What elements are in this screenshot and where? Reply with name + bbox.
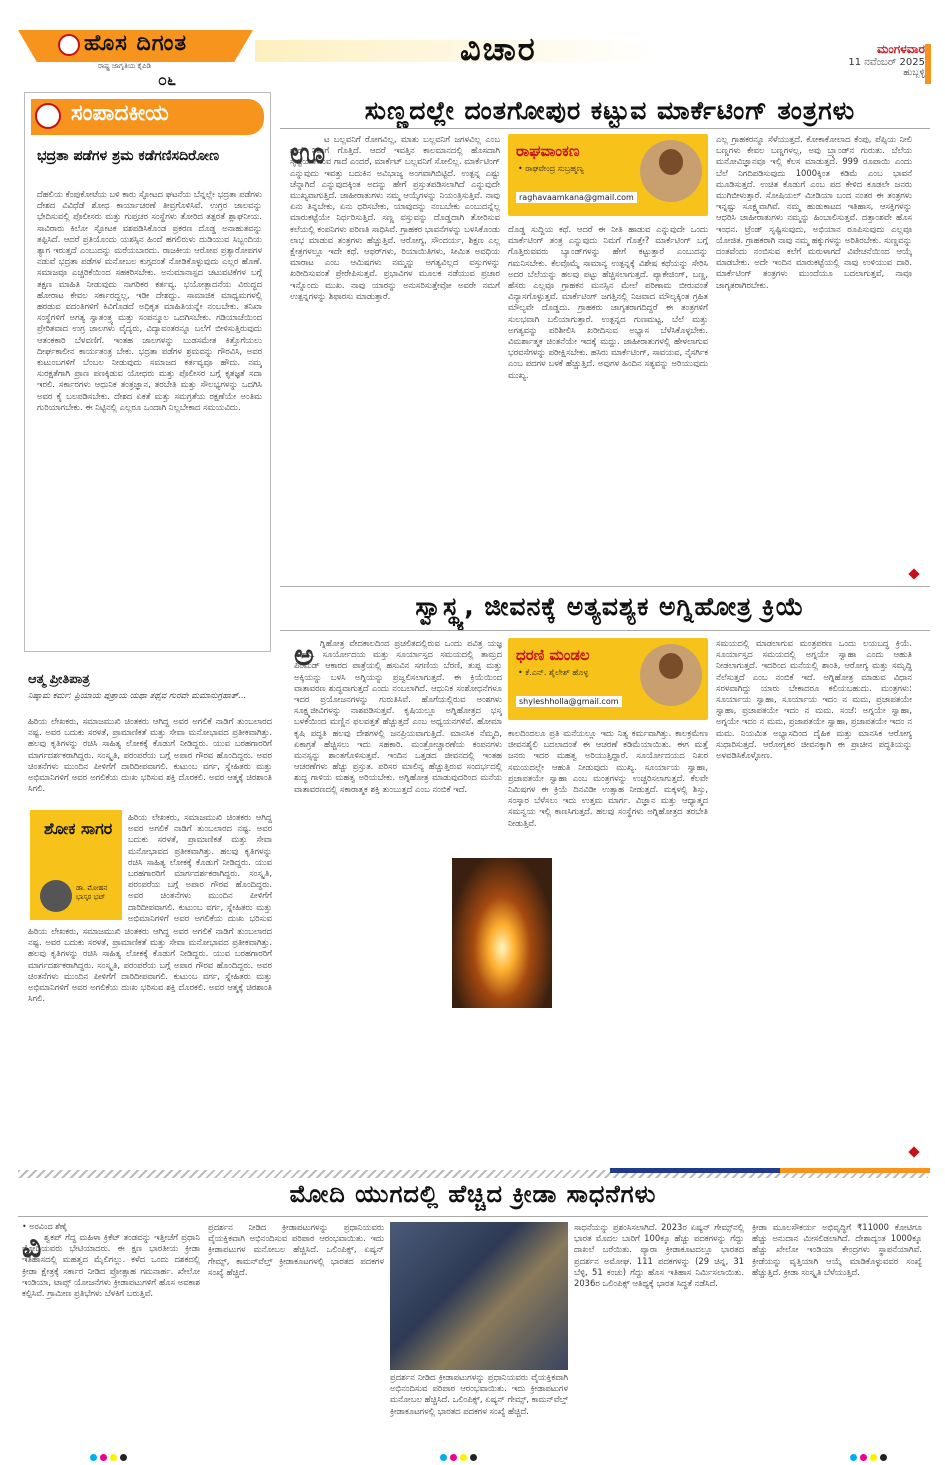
article3-dropcap: ವಿ [22, 1230, 42, 1265]
article3-col2b: ಪ್ರದರ್ಶನ ನೀಡಿದ ಕ್ರೀಡಾಪಟುಗಳನ್ನು ಪ್ರಧಾನಿಯವರು ವೈಯಕ್ತಿಕವಾಗಿ ಅಭಿನಂದಿಸುವ ಪರಿಪಾಠ ಆರಂಭವಾಯಿತು. ಇದು ಕ್ರೀಡಾಪಟುಗಳ ಮನೋಬಲ ಹೆಚ್ಚಿಸಿದೆ. ಒಲಿಂಪಿಕ್ಸ್, ಏಷ್ಯನ್ ಗೇಮ್ಸ್, ಕಾಮನ್‌ವೆಲ್ತ್ ಕ್ರೀಡಾಕೂಟಗಳಲ್ಲಿ ಭಾರತದ ಪದಕಗಳ ಸಂಖ್ಯೆ ಹೆಚ್ಚಿದೆ. [390, 1372, 568, 1416]
column-name: ಧರಣಿ ಮಂಡಲ [516, 646, 590, 664]
issue-day: ಮಂಗಳವಾರ [876, 42, 925, 56]
section-title: ವಿಚಾರ [460, 30, 537, 68]
print-registration-marks [440, 1446, 480, 1465]
article3-col2: ಪ್ರದರ್ಶನ ನೀಡಿದ ಕ್ರೀಡಾಪಟುಗಳನ್ನು ಪ್ರಧಾನಿಯವರು ವೈಯಕ್ತಿಕವಾಗಿ ಅಭಿನಂದಿಸುವ ಪರಿಪಾಠ ಆರಂಭವಾಯಿತು. ಇದು ಕ್ರೀಡಾಪಟುಗಳ ಮನೋಬಲ ಹೆಚ್ಚಿಸಿದೆ. ಒಲಿಂಪಿಕ್ಸ್, ಏಷ್ಯನ್ ಗೇಮ್ಸ್, ಕಾಮನ್‌ವೆಲ್ತ್ ಕ್ರೀಡಾಕೂಟಗಳಲ್ಲಿ ಭಾರತದ ಪದಕಗಳ ಸಂಖ್ಯೆ ಹೆಚ್ಚಿದೆ. [208, 1222, 384, 1277]
header-accent [925, 44, 931, 84]
divider [18, 1216, 928, 1217]
divider [280, 128, 930, 129]
page-number: ೦೬ [158, 70, 176, 89]
article3-col1: ಶ್ವಕಪ್ ಗೆದ್ದ ಮಹಿಳಾ ಕ್ರಿಕೆಟ್ ತಂಡವನ್ನು ಇತ್ತೀಚೆಗೆ ಪ್ರಧಾನಿ ಮೋದಿಯವರು ಭೇಟಿಯಾದರು. ಈ ಕ್ಷಣ ಭಾರತೀಯ ಕ್ರೀಡಾ ಇತಿಹಾಸದಲ್ಲಿ ಮಹತ್ವದ ಮೈಲಿಗಲ್ಲು. ಕಳೆದ ಒಂದು ದಶಕದಲ್ಲಿ ಕ್ರೀಡಾ ಕ್ಷೇತ್ರಕ್ಕೆ ಸರ್ಕಾರ ನೀಡಿದ ಪ್ರೋತ್ಸಾಹ ಗಮನಾರ್ಹ. ಖೇಲೋ ಇಂಡಿಯಾ, ಟಾಪ್ಸ್ ಯೋಜನೆಗಳು ಕ್ರೀಡಾಪಟುಗಳಿಗೆ ಹೊಸ ಅವಕಾಶ ಕಲ್ಪಿಸಿವೆ. ಗ್ರಾಮೀಣ ಪ್ರತಿಭೆಗಳು ಬೆಳಕಿಗೆ ಬರುತ್ತಿವೆ. [22, 1232, 200, 1299]
deceased-photo [40, 880, 72, 912]
column-name: ರಾಘವಾಂಕಣ [516, 142, 580, 160]
editorial-body: ದೆಹಲಿಯ ಕೆಂಪುಕೋಟೆಯ ಬಳಿ ಕಾರು ಸ್ಫೋಟದ ಘಟನೆಯ ಬೆನ್ನಲ್ಲೇ ಭದ್ರತಾ ಪಡೆಗಳು ದೇಶದ ವಿವಿಧೆಡೆ ಶೋಧ ಕಾರ್ಯಾಚರಣೆ ತೀವ್ರಗೊಳಿಸಿವೆ. ಉಗ್ರರ ಜಾಲವನ್ನು ಭೇದಿಸುವಲ್ಲಿ ಪೊಲೀಸರು ಮತ್ತು ಗುಪ್ತಚರ ಸಂಸ್ಥೆಗಳು ತೋರಿದ ತತ್ಪರತೆ ಶ್ಲಾಘನೀಯ. ಸಾವಿರಾರು ಕಿಲೋ ಸ್ಫೋಟಕ ವಶಪಡಿಸಿಕೊಂಡ ಪ್ರಕರಣ ದೊಡ್ಡ ಅನಾಹುತವನ್ನು ತಪ್ಪಿಸಿದೆ. ಆದರೆ ಪ್ರತಿಯೊಂದು ಯಶಸ್ಸಿನ ಹಿಂದೆ ಹಗಲಿರುಳು ದುಡಿಯುವ ಸಿಬ್ಬಂದಿಯ ತ್ಯಾಗ ಇರುತ್ತದೆ ಎಂಬುದನ್ನು ಮರೆಯಬಾರದು. ರಾಜಕೀಯ ಆರೋಪ ಪ್ರತ್ಯಾರೋಪಗಳ ನಡುವೆ ಭದ್ರತಾ ಪಡೆಗಳ ಮನೋಬಲ ಕುಗ್ಗದಂತೆ ನೋಡಿಕೊಳ್ಳುವುದು ಎಲ್ಲರ ಹೊಣೆ. ಸಮಾಜವೂ ಎಚ್ಚರಿಕೆಯಿಂದ ಸಹಕರಿಸಬೇಕು. ಅನುಮಾನಾಸ್ಪದ ಚಟುವಟಿಕೆಗಳ ಬಗ್ಗೆ ತಕ್ಷಣ ಮಾಹಿತಿ ನೀಡುವುದು ನಾಗರಿಕರ ಕರ್ತವ್ಯ. ಭಯೋತ್ಪಾದನೆಯ ವಿರುದ್ಧದ ಹೋರಾಟ ಕೇವಲ ಸರ್ಕಾರದ್ದಲ್ಲ, ಇಡೀ ದೇಶದ್ದು. ಸಾಮಾಜಿಕ ಮಾಧ್ಯಮಗಳಲ್ಲಿ ಹರಡುವ ವದಂತಿಗಳಿಗೆ ಕಿವಿಗೊಡದೆ ಅಧಿಕೃತ ಮಾಹಿತಿಯನ್ನೇ ನಂಬಬೇಕು. ತನಿಖಾ ಸಂಸ್ಥೆಗಳಿಗೆ ಅಗತ್ಯ ಸ್ವಾತಂತ್ರ್ಯ ಮತ್ತು ಸಂಪನ್ಮೂಲ ಒದಗಿಸಬೇಕು. ಗಡಿಯಾಚೆಯಿಂದ ಪ್ರೇರಿತವಾದ ಉಗ್ರ ಜಾಲಗಳು ವೈದ್ಯರು, ವಿದ್ಯಾವಂತರನ್ನೂ ಬಲೆಗೆ ಬೀಳಿಸುತ್ತಿರುವುದು ಆತಂಕಕಾರಿ ಬೆಳವಣಿಗೆ. ಇಂತಹ ಜಾಲಗಳನ್ನು ಬುಡಸಮೇತ ಕಿತ್ತೊಗೆಯಲು ದೀರ್ಘಕಾಲೀನ ಕಾರ್ಯತಂತ್ರ ಬೇಕು. ಭದ್ರತಾ ಪಡೆಗಳ ಶ್ರಮವನ್ನು ಗೌರವಿಸಿ, ಅವರ ಕುಟುಂಬಗಳಿಗೆ ಬೆಂಬಲ ನೀಡುವುದು ಸಮಾಜದ ಕರ್ತವ್ಯವೂ ಹೌದು. ನಮ್ಮ ಸುರಕ್ಷತೆಗಾಗಿ ಪ್ರಾಣ ಪಣಕ್ಕಿಡುವ ಯೋಧರು ಮತ್ತು ಪೊಲೀಸರ ಬಗ್ಗೆ ಕೃತಜ್ಞತೆ ಸದಾ ಇರಲಿ. ಸರ್ಕಾರಗಳು ಆಧುನಿಕ ತಂತ್ರಜ್ಞಾನ, ತರಬೇತಿ ಮತ್ತು ಸೌಲಭ್ಯಗಳನ್ನು ಒದಗಿಸಿ ಅವರ ಕೈ ಬಲಪಡಿಸಬೇಕು. ದೇಶದ ಏಕತೆ ಮತ್ತು ಸಮಗ್ರತೆಯ ರಕ್ಷಣೆಯೇ ಅಂತಿಮ ಗುರಿಯಾಗಬೇಕು. ಈ ನಿಟ್ಟಿನಲ್ಲಿ ಎಲ್ಲರೂ ಒಂದಾಗಿ ನಿಲ್ಲಬೇಕಾದ ಸಮಯವಿದು. [37, 189, 262, 412]
masthead [18, 30, 253, 88]
article1-col1: ಟ ಬಲ್ಲವನಿಗೆ ರೋಗವಿಲ್ಲ, ಮಾತು ಬಲ್ಲವನಿಗೆ ಜಗಳವಿಲ್ಲ ಎಂಬ ಗಾದೆ ನಿಮಗೆ ಗೊತ್ತಿದೆ. ಆದರೆ ಇವತ್ತಿನ ಕಾಲಮಾನದಲ್ಲಿ ಹೊಸದಾಗಿ ಸೃಷ್ಟಿಯಾಗಿರುವ ಗಾದೆ ಎಂದರೆ, ಮಾರ್ಕೆಟ್ ಬಲ್ಲವನಿಗೆ ಸೋಲಿಲ್ಲ. ಮಾರ್ಕೆಟಿಂಗ್ ಎನ್ನುವುದು ಇವತ್ತು ಬದುಕಿನ ಅವಿಭಾಜ್ಯ ಅಂಗವಾಗಿಬಿಟ್ಟಿದೆ. ಉತ್ಪನ್ನ ಎಷ್ಟು ಚೆನ್ನಾಗಿದೆ ಎನ್ನುವುದಕ್ಕಿಂತ ಅದನ್ನು ಹೇಗೆ ಪ್ರಸ್ತುತಪಡಿಸಲಾಗಿದೆ ಎನ್ನುವುದೇ ಮುಖ್ಯವಾಗುತ್ತಿದೆ. ಜಾಹೀರಾತುಗಳು ನಮ್ಮ ಆಯ್ಕೆಗಳನ್ನು ನಿಯಂತ್ರಿಸುತ್ತಿವೆ. ನಾವು ಏನು ತಿನ್ನಬೇಕು, ಏನು ಧರಿಸಬೇಕು, ಯಾವುದನ್ನು ನಂಬಬೇಕು ಎಂಬುದನ್ನೆಲ್ಲ ಮಾರುಕಟ್ಟೆಯೇ ನಿರ್ಧರಿಸುತ್ತಿದೆ. ಸಣ್ಣ ವಸ್ತುವನ್ನು ದೊಡ್ಡದಾಗಿ ತೋರಿಸುವ ಕಲೆಯಲ್ಲಿ ಕಂಪನಿಗಳು ಪರಿಣತಿ ಸಾಧಿಸಿವೆ. ಗ್ರಾಹಕರ ಭಾವನೆಗಳನ್ನು ಬಳಸಿಕೊಂಡು ಲಾಭ ಮಾಡುವ ತಂತ್ರಗಳು ಹೆಚ್ಚುತ್ತಿವೆ. ಆರೋಗ್ಯ, ಸೌಂದರ್ಯ, ಶಿಕ್ಷಣ ಎಲ್ಲ ಕ್ಷೇತ್ರಗಳಲ್ಲೂ ಇದೇ ಕಥೆ. ಆಫರ್‌ಗಳು, ರಿಯಾಯಿತಿಗಳು, ಸೀಮಿತ ಅವಧಿಯ ಮಾರಾಟ ಎಂಬ ಆಮಿಷಗಳು ನಮ್ಮನ್ನು ಅಗತ್ಯವಿಲ್ಲದ ವಸ್ತುಗಳನ್ನು ಖರೀದಿಸುವಂತೆ ಪ್ರೇರೇಪಿಸುತ್ತವೆ. ಪ್ರಭಾವಿಗಳ ಮೂಲಕ ನಡೆಯುವ ಪ್ರಚಾರ ಇನ್ನೊಂದು ಮುಖ. ನಾವು ಯಾರನ್ನು ಅನುಸರಿಸುತ್ತೇವೋ ಅವರೇ ನಮಗೆ ಉತ್ಪನ್ನಗಳನ್ನು ಶಿಫಾರಸು ಮಾಡುತ್ತಾರೆ. [290, 134, 500, 301]
stripe-accent [610, 1168, 780, 1173]
article3-author: • ಅರವಿಂದ ಶೆಣೈ [22, 1222, 68, 1231]
editorial-logo-icon [35, 103, 61, 129]
print-registration-marks [90, 1446, 130, 1465]
brand-tagline: ರಾಷ್ಟ್ರ ಜಾಗೃತಿಯ ಕೈಪಿಡಿ [98, 62, 152, 70]
obituary-quote: ನಿಷ್ಕಾಮ ಕರ್ಮ: ಪ್ರಿಯಾಯ ಪುತ್ರಾಯ ಯಥಾ ತಥೈವ ಗುರವೇ ಮಮಾನುಗ್ರಹಾತ್... [28, 690, 247, 700]
author-email: shyleshholla@gmail.com [516, 696, 622, 707]
author-name: • ಕೆ.ಎನ್. ಶೈಲೇಶ್ ಹೊಳ್ಳ [518, 668, 589, 677]
editorial-heading: ಸಂಪಾದಕೀಯ [71, 101, 169, 126]
obituary-body-side: ಹಿರಿಯ ಲೇಖಕರು, ಸಮಾಜಮುಖಿ ಚಿಂತಕರು ಆಗಿದ್ದ ಅವರ ಅಗಲಿಕೆ ನಾಡಿಗೆ ತುಂಬಲಾರದ ನಷ್ಟ. ಅವರ ಬದುಕು ಸರಳತೆ, ಪ್ರಾಮಾಣಿಕತೆ ಮತ್ತು ಸೇವಾ ಮನೋಭಾವದ ಪ್ರತೀಕವಾಗಿತ್ತು. ಹಲವು ಕೃತಿಗಳನ್ನು ರಚಿಸಿ ಸಾಹಿತ್ಯ ಲೋಕಕ್ಕೆ ಕೊಡುಗೆ ನೀಡಿದ್ದರು. ಯುವ ಬರಹಗಾರರಿಗೆ ಮಾರ್ಗದರ್ಶಕರಾಗಿದ್ದರು. ಸಂಸ್ಕೃತಿ, ಪರಂಪರೆಯ ಬಗ್ಗೆ ಅಪಾರ ಗೌರವ ಹೊಂದಿದ್ದರು. ಅವರ ಚಿಂತನೆಗಳು ಮುಂದಿನ ಪೀಳಿಗೆಗೆ ದಾರಿದೀಪವಾಗಲಿ. ಕುಟುಂಬ ವರ್ಗ, ಸ್ನೇಹಿತರು ಮತ್ತು ಅಭಿಮಾನಿಗಳಿಗೆ ಅವರ ಅಗಲಿಕೆಯ ದುಃಖ ಭರಿಸುವ [128, 812, 272, 922]
article2-dropcap: ಅ [294, 638, 314, 673]
stripe-accent [780, 1168, 930, 1173]
article2-author-card [508, 638, 708, 720]
brand-name: ಹೊಸ ದಿಗಂತ [84, 31, 188, 56]
article1-col2: ದೊಡ್ಡ ಸುದ್ದಿಯ ಕಥೆ. ಆದರೆ ಈ ನೀತಿ ಹಾಡುವ ಎನ್ನುವುದೇ ಒಂದು ಮಾರ್ಕೆಟಿಂಗ್ ತಂತ್ರ ಎನ್ನುವುದು ನಿಮಗೆ ಗೊತ್ತೇ? ಮಾರ್ಕೆಟಿಂಗ್ ಬಗ್ಗೆ ಗೊತ್ತಿರುವವರು ಬ್ಯಾಂಡ್‌ಗಳನ್ನು ಹೇಗೆ ಕಟ್ಟುತ್ತಾರೆ ಎಂಬುದನ್ನು ಗಮನಿಸಬೇಕು. ಕೆಲವೊಮ್ಮೆ ಸಾಮಾನ್ಯ ಉತ್ಪನ್ನಕ್ಕೆ ವಿಶೇಷ ಕಥೆಯನ್ನು ಸೇರಿಸಿ ಅದರ ಬೆಲೆಯನ್ನು ಹಲವು ಪಟ್ಟು ಹೆಚ್ಚಿಸಲಾಗುತ್ತದೆ. ಪ್ಯಾಕೇಜಿಂಗ್, ಬಣ್ಣ, ಹೆಸರು ಎಲ್ಲವೂ ಗ್ರಾಹಕನ ಮನಸ್ಸಿನ ಮೇಲೆ ಪರಿಣಾಮ ಬೀರುವಂತೆ ವಿನ್ಯಾಸಗೊಳ್ಳುತ್ತವೆ. ಮಾರ್ಕೆಟಿಂಗ್ ಜಗತ್ತಿನಲ್ಲಿ ನಿಜವಾದ ಮೌಲ್ಯಕ್ಕಿಂತ ಗ್ರಹಿತ ಮೌಲ್ಯವೇ ದೊಡ್ಡದು. ಗ್ರಾಹಕರು ಜಾಗೃತರಾಗದಿದ್ದರೆ ಈ ತಂತ್ರಗಳಿಗೆ ಸುಲಭವಾಗಿ ಬಲಿಯಾಗುತ್ತಾರೆ. ಉತ್ಪನ್ನದ ಗುಣಮಟ್ಟ, ಬೆಲೆ ಮತ್ತು ಅಗತ್ಯವನ್ನು ಪರಿಶೀಲಿಸಿ ಖರೀದಿಸುವ ಅಭ್ಯಾಸ ಬೆಳೆಸಿಕೊಳ್ಳಬೇಕು. ವಿಮರ್ಶಾತ್ಮಕ ಚಿಂತನೆಯೇ ಇದಕ್ಕೆ ಮದ್ದು. ಜಾಹೀರಾತುಗಳಲ್ಲಿ ಹೇಳಲಾಗುವ ಭರವಸೆಗಳನ್ನು ಪರೀಕ್ಷಿಸಬೇಕು. ಹಸಿರು ಮಾರ್ಕೆಟಿಂಗ್, ಸಾವಯವ, ನೈಸರ್ಗಿಕ ಎಂಬ ಪದಗಳ ಬಳಕೆ ಹೆಚ್ಚುತ್ತಿದೆ. ಅವುಗಳ ಹಿಂದಿನ ಸತ್ಯವನ್ನು ಅರಿಯುವುದು ಮುಖ್ಯ. [508, 224, 708, 380]
article1-dropcap: ಊ [290, 136, 326, 171]
article3-title: ಮೋದಿ ಯುಗದಲ್ಲಿ ಹೆಚ್ಚಿದ ಕ್ರೀಡಾ ಸಾಧನೆಗಳು [289, 1180, 657, 1208]
article2-col3: ಸಮಯದಲ್ಲಿ ಮಾಡಲಾಗುವ ಮಂತ್ರಪಠಣ ಒಂದು ಲಯಬದ್ಧ ಕ್ರಿಯೆ. ಸೂರ್ಯಾಸ್ತದ ಸಮಯದಲ್ಲಿ ಅಗ್ನಯೇ ಸ್ವಾಹಾ ಎಂದು ಆಹುತಿ ನೀಡಲಾಗುತ್ತದೆ. ಇದರಿಂದ ಮನೆಯಲ್ಲಿ ಶಾಂತಿ, ಆರೋಗ್ಯ ಮತ್ತು ಸಮೃದ್ಧಿ ನೆಲೆಸುತ್ತದೆ ಎಂಬ ನಂಬಿಕೆ ಇದೆ. ಅಗ್ನಿಹೋತ್ರ ಮಾಡುವ ವಿಧಾನ ಸರಳವಾಗಿದ್ದು ಯಾರು ಬೇಕಾದರೂ ಕಲಿಯಬಹುದು. ಮಂತ್ರಗಳು: ಸೂರ್ಯಾಯ ಸ್ವಾಹಾ, ಸೂರ್ಯಾಯ ಇದಂ ನ ಮಮ, ಪ್ರಜಾಪತಯೇ ಸ್ವಾಹಾ, ಪ್ರಜಾಪತಯೇ ಇದಂ ನ ಮಮ. ಸಂಜೆ: ಅಗ್ನಯೇ ಸ್ವಾಹಾ, ಅಗ್ನಯೇ ಇದಂ ನ ಮಮ, ಪ್ರಜಾಪತಯೇ ಸ್ವಾಹಾ, ಪ್ರಜಾಪತಯೇ ಇದಂ ನ ಮಮ. ನಿಯಮಿತ ಅಭ್ಯಾಸದಿಂದ ದೈಹಿಕ ಮತ್ತು ಮಾನಸಿಕ ಆರೋಗ್ಯ ಸುಧಾರಿಸುತ್ತದೆ. ಆರೋಗ್ಯಕರ ಜೀವನಕ್ಕಾಗಿ ಈ ಪ್ರಾಚೀನ ಪದ್ಧತಿಯನ್ನು ಅಳವಡಿಸಿಕೊಳ್ಳೋಣ. [716, 638, 912, 761]
deceased-name: ಡಾ. ಮೋಹನ ಭಾಸ್ಕರ ಭಟ್ [76, 884, 108, 901]
obituary-body-top: ಹಿರಿಯ ಲೇಖಕರು, ಸಮಾಜಮುಖಿ ಚಿಂತಕರು ಆಗಿದ್ದ ಅವರ ಅಗಲಿಕೆ ನಾಡಿಗೆ ತುಂಬಲಾರದ ನಷ್ಟ. ಅವರ ಬದುಕು ಸರಳತೆ, ಪ್ರಾಮಾಣಿಕತೆ ಮತ್ತು ಸೇವಾ ಮನೋಭಾವದ ಪ್ರತೀಕವಾಗಿತ್ತು. ಹಲವು ಕೃತಿಗಳನ್ನು ರಚಿಸಿ ಸಾಹಿತ್ಯ ಲೋಕಕ್ಕೆ ಕೊಡುಗೆ ನೀಡಿದ್ದರು. ಯುವ ಬರಹಗಾರರಿಗೆ ಮಾರ್ಗದರ್ಶಕರಾಗಿದ್ದರು. ಸಂಸ್ಕೃತಿ, ಪರಂಪರೆಯ ಬಗ್ಗೆ ಅಪಾರ ಗೌರವ ಹೊಂದಿದ್ದರು. ಅವರ ಚಿಂತನೆಗಳು ಮುಂದಿನ ಪೀಳಿಗೆಗೆ ದಾರಿದೀಪವಾಗಲಿ. ಕುಟುಂಬ ವರ್ಗ, ಸ್ನೇಹಿತರು ಮತ್ತು ಅಭಿಮಾನಿಗಳಿಗೆ ಅವರ ಅಗಲಿಕೆಯ ದುಃಖ ಭರಿಸುವ ಶಕ್ತಿ ದೊರಕಲಿ. ಅವರ ಆತ್ಮಕ್ಕೆ ಚಿರಶಾಂತಿ ಸಿಗಲಿ. [28, 716, 272, 794]
brand-logo-icon [58, 34, 80, 56]
editorial-subtitle: ಭದ್ರತಾ ಪಡೆಗಳ ಶ್ರಮ ಕಡೆಗಣಿಸದಿರೋಣ [37, 148, 220, 164]
obituary-banner-title: ಶೋಕ ಸಾಗರ [44, 819, 113, 838]
header-band [255, 40, 655, 62]
editorial-box [24, 92, 271, 652]
editorial-header [31, 99, 264, 135]
author-email: raghavaamkana@gmail.com [516, 192, 637, 203]
date-block [785, 42, 925, 78]
article1-col3: ಎಲ್ಲ ಗ್ರಾಹಕರನ್ನೂ ಸೆಳೆಯುತ್ತದೆ. ಕೋಕಾಕೋಲಾದ ಕೆಂಪು, ಪೆಪ್ಸಿಯ ನೀಲಿ ಬಣ್ಣಗಳು ಕೇವಲ ಬಣ್ಣಗಳಲ್ಲ, ಅವು ಬ್ರ್ಯಾಂಡ್‌ನ ಗುರುತು. ಬೆಲೆಯ ಮನೋವಿಜ್ಞಾನವೂ ಇಲ್ಲಿ ಕೆಲಸ ಮಾಡುತ್ತದೆ. 999 ರೂಪಾಯಿ ಎಂದು ಬೆಲೆ ನಿಗದಿಪಡಿಸುವುದು 1000ಕ್ಕಿಂತ ಕಡಿಮೆ ಎಂಬ ಭಾವನೆ ಮೂಡಿಸುತ್ತದೆ. ಉಚಿತ ಕೊಡುಗೆ ಎಂಬ ಪದ ಕೇಳಿದ ಕೂಡಲೇ ಜನರು ಮುಗಿಬೀಳುತ್ತಾರೆ. ಸೋಷಿಯಲ್ ಮೀಡಿಯಾ ಬಂದ ನಂತರ ಈ ತಂತ್ರಗಳು ಇನ್ನಷ್ಟು ಸೂಕ್ಷ್ಮವಾಗಿವೆ. ನಮ್ಮ ಹುಡುಕಾಟದ ಇತಿಹಾಸ, ಆಸಕ್ತಿಗಳನ್ನು ಆಧರಿಸಿ ಜಾಹೀರಾತುಗಳು ನಮ್ಮನ್ನು ಹಿಂಬಾಲಿಸುತ್ತವೆ. ದತ್ತಾಂಶವೇ ಹೊಸ ಇಂಧನ. ಟ್ರೆಂಡ್ ಸೃಷ್ಟಿಸುವುದು, ಅಭಿಯಾನ ರೂಪಿಸುವುದು ಎಲ್ಲವೂ ಯೋಜಿತ. ಗ್ರಾಹಕರಾಗಿ ನಾವು ನಮ್ಮ ಹಕ್ಕುಗಳನ್ನು ಅರಿತಿರಬೇಕು. ಸುಣ್ಣವನ್ನು ದಂತವೆಂದು ನಂಬಿಸುವ ಕಲೆಗೆ ಮರುಳಾಗದೆ ವಿವೇಚನೆಯಿಂದ ಆಯ್ಕೆ ಮಾಡಬೇಕು. ಅದೇ ಇಂದಿನ ಮಾರುಕಟ್ಟೆಯಲ್ಲಿ ನಾವು ಉಳಿಯುವ ದಾರಿ. ಮಾರ್ಕೆಟಿಂಗ್ ತಂತ್ರಗಳು ಮುಂದೆಯೂ ಬದಲಾಗುತ್ತವೆ, ನಾವೂ ಜಾಗೃತರಾಗಿರಬೇಕು. [716, 134, 912, 290]
divider [280, 630, 930, 631]
author-name: • ರಾಘವೇಂದ್ರ ಸುಬ್ರಹ್ಮಣ್ಯ [518, 164, 584, 173]
article1-title: ಸುಣ್ಣದಲ್ಲೇ ದಂತಗೋಪುರ ಕಟ್ಟುವ ಮಾರ್ಕೆಟಿಂಗ್ ತಂತ್ರಗಳು [364, 96, 856, 125]
agnihotra-fire-photo [452, 858, 552, 1008]
article2-col1: ಗ್ನಿಹೋತ್ರ ವೇದಕಾಲದಿಂದ ಪ್ರಚಲಿತದಲ್ಲಿರುವ ಒಂದು ಪವಿತ್ರ ಯಜ್ಞ ವಿಧಾನ. ಸೂರ್ಯೋದಯ ಮತ್ತು ಸೂರ್ಯಾಸ್ತದ ಸಮಯದಲ್ಲಿ ತಾಮ್ರದ ಪಿರಮಿಡ್ ಆಕಾರದ ಪಾತ್ರೆಯಲ್ಲಿ ಹಸುವಿನ ಸಗಣಿಯ ಬೆರಣಿ, ತುಪ್ಪ ಮತ್ತು ಅಕ್ಕಿಯನ್ನು ಬಳಸಿ ಅಗ್ನಿಯನ್ನು ಪ್ರಜ್ವಲಿಸಲಾಗುತ್ತದೆ. ಈ ಕ್ರಿಯೆಯಿಂದ ವಾತಾವರಣ ಶುದ್ಧವಾಗುತ್ತದೆ ಎಂದು ನಂಬಲಾಗಿದೆ. ಆಧುನಿಕ ಸಂಶೋಧನೆಗಳೂ ಇದರ ಪ್ರಯೋಜನಗಳನ್ನು ಗುರುತಿಸಿವೆ. ಹೊಗೆಯಲ್ಲಿರುವ ಅಂಶಗಳು ಸೂಕ್ಷ್ಮಜೀವಿಗಳನ್ನು ನಾಶಪಡಿಸುತ್ತವೆ. ಕೃಷಿಯಲ್ಲೂ ಅಗ್ನಿಹೋತ್ರದ ಭಸ್ಮ ಬಳಕೆಯಿಂದ ಮಣ್ಣಿನ ಫಲವತ್ತತೆ ಹೆಚ್ಚುತ್ತದೆ ಎಂಬ ಅಧ್ಯಯನಗಳಿವೆ. ಹೋಮಾ ಕೃಷಿ ಪದ್ಧತಿ ಹಲವು ದೇಶಗಳಲ್ಲಿ ಜನಪ್ರಿಯವಾಗುತ್ತಿದೆ. ಮಾನಸಿಕ ನೆಮ್ಮದಿ, ಏಕಾಗ್ರತೆ ಹೆಚ್ಚಿಸಲು ಇದು ಸಹಕಾರಿ. ಮಂತ್ರೋಚ್ಚಾರಣೆಯ ಕಂಪನಗಳು ಮನಸ್ಸನ್ನು ಶಾಂತಗೊಳಿಸುತ್ತವೆ. ಇಂದಿನ ಒತ್ತಡದ ಜೀವನದಲ್ಲಿ ಇಂತಹ ಆಚರಣೆಗಳು ಹೆಚ್ಚು ಪ್ರಸ್ತುತ. ಪರಿಸರ ಮಾಲಿನ್ಯ ಹೆಚ್ಚುತ್ತಿರುವ ಸಂದರ್ಭದಲ್ಲಿ ಶುದ್ಧ ಗಾಳಿಯ ಮಹತ್ವ ಅರಿಯಬೇಕು. ಅಗ್ನಿಹೋತ್ರ ಮಾಡುವುದರಿಂದ ಮನೆಯ ವಾತಾವರಣದಲ್ಲಿ ಸಕಾರಾತ್ಮಕ ಶಕ್ತಿ ತುಂಬುತ್ತದೆ ಎಂಬ ನಂಬಿಕೆ ಇದೆ. [294, 638, 502, 794]
issue-date: 11 ನವೆಂಬರ್ 2025 [848, 57, 925, 68]
article1-author-card [508, 134, 708, 216]
issue-city: ಹುಬ್ಬಳ್ಳಿ [903, 68, 925, 78]
article2-title: ಸ್ವಾಸ್ಥ್ಯ, ಜೀವನಕ್ಕೆ ಅತ್ಯವಶ್ಯಕ ಅಗ್ನಿಹೋತ್ರ ಕ್ರಿಯೆ [415, 592, 805, 621]
author-photo [640, 644, 702, 706]
divider [280, 586, 930, 587]
print-registration-marks [850, 1446, 890, 1465]
article3-col3: ಸಾಧನೆಯನ್ನು ಪ್ರಶಂಸಿಸಲಾಗಿದೆ. 2023ರ ಏಷ್ಯನ್ ಗೇಮ್ಸ್‌ನಲ್ಲಿ ಭಾರತ ಮೊದಲ ಬಾರಿಗೆ 100ಕ್ಕೂ ಹೆಚ್ಚು ಪದಕಗಳನ್ನು ಗೆದ್ದು ದಾಖಲೆ ಬರೆಯಿತು. ಪ್ಯಾರಾ ಕ್ರೀಡಾಕೂಟದಲ್ಲೂ ಭಾರತದ ಪ್ರದರ್ಶನ ಅಮೋಘ. 111 ಪದಕಗಳನ್ನು (29 ಚಿನ್ನ, 31 ಬೆಳ್ಳಿ, 51 ಕಂಚು) ಗೆದ್ದು ಹೊಸ ಇತಿಹಾಸ ನಿರ್ಮಿಸಲಾಯಿತು. 2036ರ ಒಲಿಂಪಿಕ್ಸ್ ಆತಿಥ್ಯಕ್ಕೆ ಭಾರತ ಸಿದ್ಧತೆ ನಡೆಸಿದೆ. [574, 1222, 744, 1289]
author-photo [640, 140, 702, 202]
article3-col4: ಕ್ರೀಡಾ ಮೂಲಸೌಕರ್ಯ ಅಭಿವೃದ್ಧಿಗೆ ₹11000 ಕೋಟಿಗೂ ಹೆಚ್ಚು ಅನುದಾನ ಮೀಸಲಿಡಲಾಗಿದೆ. ದೇಶಾದ್ಯಂತ 1000ಕ್ಕೂ ಹೆಚ್ಚು ಖೇಲೋ ಇಂಡಿಯಾ ಕೇಂದ್ರಗಳು ಸ್ಥಾಪನೆಯಾಗಿವೆ. ಕ್ರೀಡೆಯನ್ನು ವೃತ್ತಿಯಾಗಿ ಆಯ್ಕೆ ಮಾಡಿಕೊಳ್ಳುವವರ ಸಂಖ್ಯೆ ಹೆಚ್ಚುತ್ತಿದೆ. ಕ್ರೀಡಾ ಸಂಸ್ಕೃತಿ ಬೆಳೆಯುತ್ತಿದೆ. [752, 1222, 922, 1277]
obituary-heading: ಆತ್ಮ ಪ್ರೀತಿಪಾತ್ರ [28, 672, 90, 687]
obituary-body-bottom: ಹಿರಿಯ ಲೇಖಕರು, ಸಮಾಜಮುಖಿ ಚಿಂತಕರು ಆಗಿದ್ದ ಅವರ ಅಗಲಿಕೆ ನಾಡಿಗೆ ತುಂಬಲಾರದ ನಷ್ಟ. ಅವರ ಬದುಕು ಸರಳತೆ, ಪ್ರಾಮಾಣಿಕತೆ ಮತ್ತು ಸೇವಾ ಮನೋಭಾವದ ಪ್ರತೀಕವಾಗಿತ್ತು. ಹಲವು ಕೃತಿಗಳನ್ನು ರಚಿಸಿ ಸಾಹಿತ್ಯ ಲೋಕಕ್ಕೆ ಕೊಡುಗೆ ನೀಡಿದ್ದರು. ಯುವ ಬರಹಗಾರರಿಗೆ ಮಾರ್ಗದರ್ಶಕರಾಗಿದ್ದರು. ಸಂಸ್ಕೃತಿ, ಪರಂಪರೆಯ ಬಗ್ಗೆ ಅಪಾರ ಗೌರವ ಹೊಂದಿದ್ದರು. ಅವರ ಚಿಂತನೆಗಳು ಮುಂದಿನ ಪೀಳಿಗೆಗೆ ದಾರಿದೀಪವಾಗಲಿ. ಕುಟುಂಬ ವರ್ಗ, ಸ್ನೇಹಿತರು ಮತ್ತು ಅಭಿಮಾನಿಗಳಿಗೆ ಅವರ ಅಗಲಿಕೆಯ ದುಃಖ ಭರಿಸುವ ಶಕ್ತಿ ದೊರಕಲಿ. ಅವರ ಆತ್ಮಕ್ಕೆ ಚಿರಶಾಂತಿ ಸಿಗಲಿ. [28, 926, 272, 1004]
team-with-pm-photo [390, 1222, 568, 1370]
article2-col2: ಕಾಲದಿಂದಲೂ ಪ್ರತಿ ಮನೆಯಲ್ಲೂ ಇದು ನಿತ್ಯ ಕರ್ಮವಾಗಿತ್ತು. ಕಾಲಕ್ರಮೇಣ ಜೀವನಶೈಲಿ ಬದಲಾದಂತೆ ಈ ಆಚರಣೆ ಕಡಿಮೆಯಾಯಿತು. ಈಗ ಮತ್ತೆ ಜನರು ಇದರ ಮಹತ್ವ ಅರಿಯುತ್ತಿದ್ದಾರೆ. ಸೂರ್ಯೋದಯದ ನಿಖರ ಸಮಯದಲ್ಲೇ ಆಹುತಿ ನೀಡುವುದು ಮುಖ್ಯ. ಸೂರ್ಯಾಯ ಸ್ವಾಹಾ, ಪ್ರಜಾಪತಯೇ ಸ್ವಾಹಾ ಎಂಬ ಮಂತ್ರಗಳನ್ನು ಉಚ್ಚರಿಸಲಾಗುತ್ತದೆ. ಕೆಲವೇ ನಿಮಿಷಗಳ ಈ ಕ್ರಿಯೆ ದಿನವಿಡೀ ಉತ್ಸಾಹ ನೀಡುತ್ತದೆ. ಮಕ್ಕಳಲ್ಲಿ ಶಿಸ್ತು, ಸಂಸ್ಕಾರ ಬೆಳೆಸಲು ಇದು ಉತ್ತಮ ಮಾರ್ಗ. ವಿಜ್ಞಾನ ಮತ್ತು ಆಧ್ಯಾತ್ಮದ ಸಮನ್ವಯ ಇಲ್ಲಿ ಕಾಣಸಿಗುತ್ತದೆ. ಹಲವು ಸಂಸ್ಥೆಗಳು ಅಗ್ನಿಹೋತ್ರದ ತರಬೇತಿ ನೀಡುತ್ತಿವೆ. [508, 728, 708, 828]
